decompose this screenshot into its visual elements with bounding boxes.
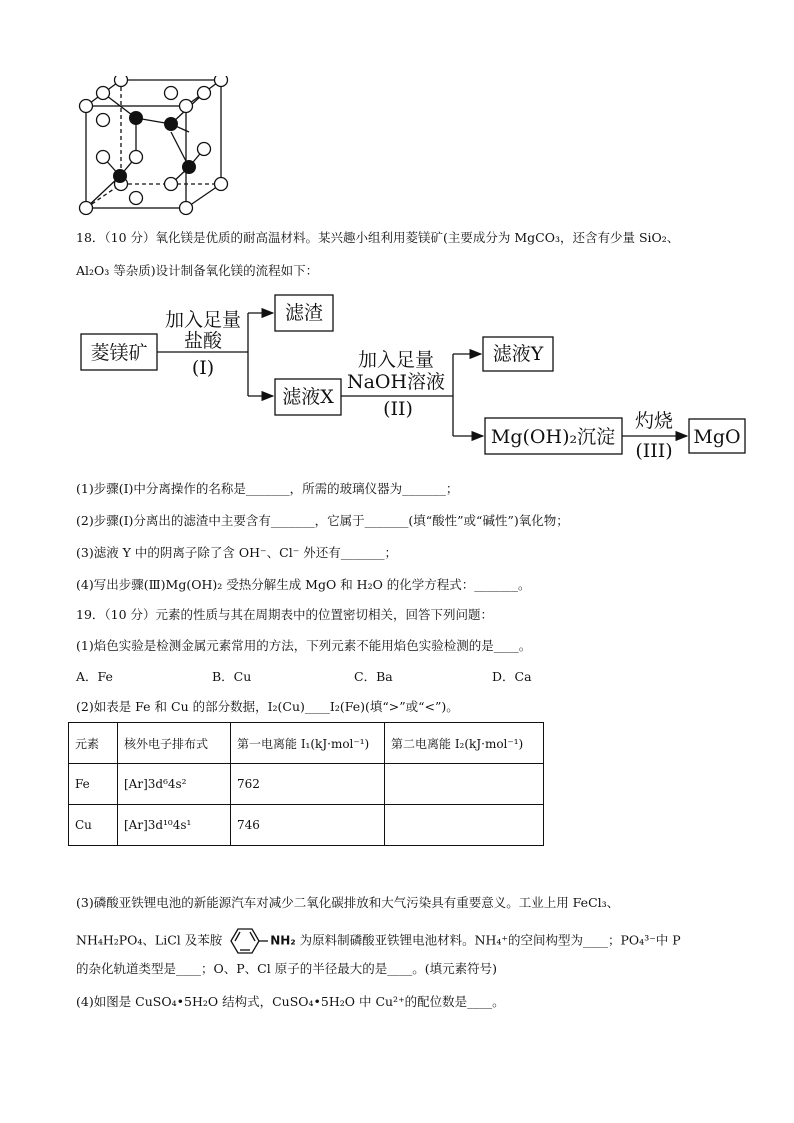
- table-header-cell: 元素: [69, 723, 118, 764]
- q19-sub4: (4)如图是 CuSO₄•5H₂O 结构式，CuSO₄•5H₂O 中 Cu²⁺的配位数是____。: [76, 994, 505, 1009]
- q18-sub2: (2)步骤(Ⅰ)分离出的滤渣中主要含有_______，它属于_______(填“酸性”或“碱性”)氧化物；: [76, 513, 569, 528]
- flow-precipitate: Mg(OH)₂沉淀: [490, 426, 616, 448]
- flow-product: MgO: [693, 426, 741, 448]
- table-row: [69, 764, 544, 805]
- flow-filtrate-x: 滤液X: [282, 386, 334, 408]
- q19-option-c: C．Ba: [354, 669, 393, 684]
- q19-sub3-line2: [76, 926, 681, 956]
- table-cell: [Ar]3d¹⁰4s¹: [118, 805, 231, 846]
- q19-sub3-line2-end: 为原料制磷酸亚铁锂电池材料。NH₄⁺的空间构型为____；PO₄³⁻中 P: [299, 932, 681, 948]
- q19-intro: 19．（10 分）元素的性质与其在周期表中的位置密切相关，回答下列问题：: [76, 607, 494, 622]
- table-row: [69, 805, 544, 846]
- q19-sub3-line1: (3)磷酸亚铁锂电池的新能源汽车对减少二氧化碳排放和大气污染具有重要意义。工业上用 FeCl₃、: [76, 895, 620, 910]
- q18-intro-line1: 18．（10 分）氧化镁是优质的耐高温材料。某兴趣小组利用菱镁矿(主要成分为 MgCO₃，还含有少量 SiO₂、: [76, 230, 680, 245]
- q19-sub3-line2-start: NH₄H₂PO₄、LiCl 及苯胺: [76, 932, 223, 948]
- flow-filtrate-y: 滤液Y: [492, 343, 544, 365]
- table-cell: [385, 805, 544, 846]
- flow-step2-label: (II): [383, 398, 413, 420]
- flow-step1-label: (I): [191, 357, 215, 379]
- flow-residue: 滤渣: [284, 302, 324, 324]
- q19-sub2: (2)如表是 Fe 和 Cu 的部分数据，I₂(Cu)____I₂(Fe)(填“>”或“<”)。: [76, 699, 459, 714]
- ionization-energy-table: [68, 722, 544, 846]
- table-cell: [Ar]3d⁶4s²: [118, 764, 231, 805]
- q19-option-a: A．Fe: [76, 669, 113, 684]
- table-cell: 746: [231, 805, 385, 846]
- table-cell: [385, 764, 544, 805]
- q18-sub4: (4)写出步骤(Ⅲ)Mg(OH)₂ 受热分解生成 MgO 和 H₂O 的化学方程式：_______。: [76, 577, 531, 592]
- crystal-structure-figure: [76, 76, 236, 218]
- benzene-ring-icon: [227, 926, 269, 956]
- flow-step2-reagent: 加入足量: [357, 349, 435, 371]
- table-cell: Cu: [69, 805, 118, 846]
- flow-step2-naoh: NaOH溶液: [346, 371, 446, 393]
- q18-sub1: (1)步骤(Ⅰ)中分离操作的名称是_______，所需的玻璃仪器为_______；: [76, 481, 459, 496]
- q18-sub3: (3)滤液 Y 中的阴离子除了含 OH⁻、Cl⁻ 外还有_______；: [76, 545, 398, 560]
- table-header-cell: 第二电离能 I₂(kJ·mol⁻¹): [385, 723, 544, 764]
- table-cell: 762: [231, 764, 385, 805]
- flow-step3-label: (III): [635, 440, 673, 462]
- table-header-row: [69, 723, 544, 764]
- flow-step1-acid: 盐酸: [183, 330, 223, 352]
- flow-raw-material: 菱镁矿: [90, 342, 148, 364]
- table-cell: Fe: [69, 764, 118, 805]
- q19-option-b: B．Cu: [212, 669, 252, 684]
- q19-sub3-line3: 的杂化轨道类型是____；O、P、Cl 原子的半径最大的是____。(填元素符号): [76, 961, 497, 976]
- q19-sub1: (1)焰色实验是检测金属元素常用的方法，下列元素不能用焰色实验检测的是____。: [76, 638, 532, 653]
- table-header-cell: 第一电离能 I₁(kJ·mol⁻¹): [231, 723, 385, 764]
- flow-step1-reagent: 加入足量: [164, 309, 242, 331]
- table-header-cell: 核外电子排布式: [118, 723, 231, 764]
- amino-group-label: NH₂: [270, 933, 296, 948]
- q18-intro-line2: Al₂O₃ 等杂质)设计制备氧化镁的流程如下：: [76, 263, 319, 278]
- q19-option-d: D．Ca: [492, 669, 532, 684]
- flow-step3-heat: 灼烧: [634, 410, 674, 432]
- process-flow-diagram: [70, 288, 760, 468]
